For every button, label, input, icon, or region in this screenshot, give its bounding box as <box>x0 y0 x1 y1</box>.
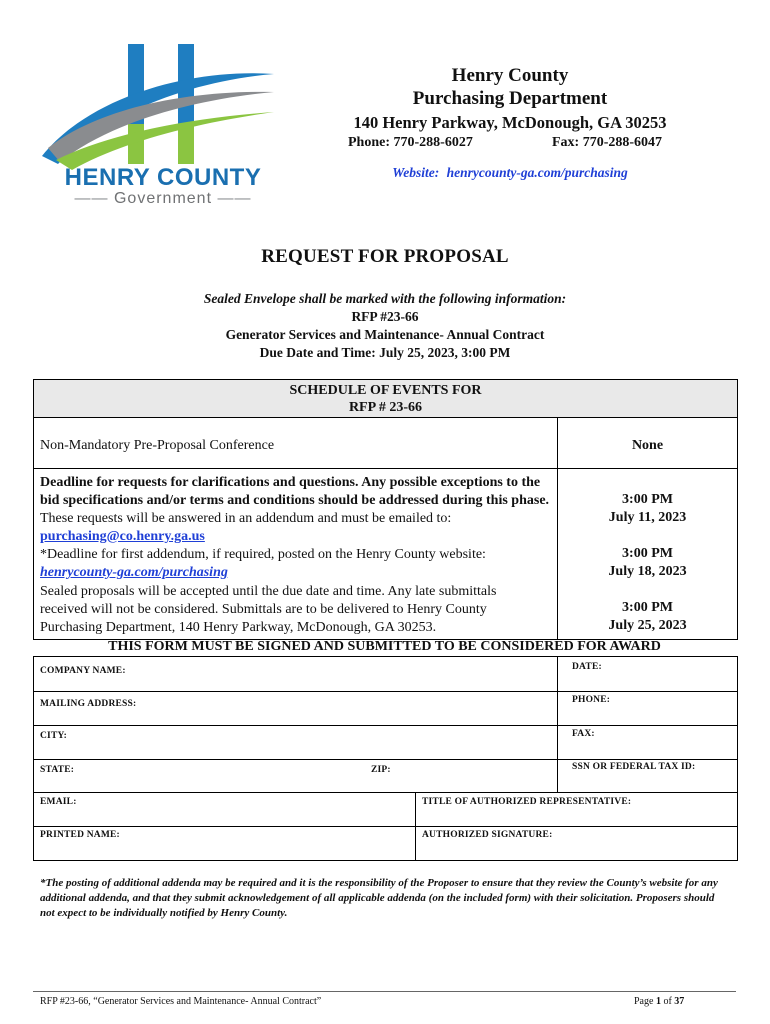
purchasing-email-link[interactable]: purchasing@co.henry.ga.us <box>40 529 205 544</box>
date-field[interactable]: DATE: <box>572 662 602 672</box>
fax-field[interactable]: FAX: <box>572 729 595 739</box>
schedule-of-events-table <box>33 379 738 640</box>
due-date-time: Due Date and Time: July 25, 2023, 3:00 PM <box>259 345 511 360</box>
schedule-header-line2: RFP # 23-66 <box>348 400 423 415</box>
footer-rfp-title: RFP #23-66, “Generator Services and Maintenance- Annual Contract” <box>40 996 322 1007</box>
website-label: Website: <box>392 165 440 180</box>
city-field[interactable]: CITY: <box>40 731 68 741</box>
website-link[interactable]: henrycounty-ga.com/purchasing <box>446 165 628 180</box>
tax-id-field[interactable]: SSN OR FEDERAL TAX ID: <box>572 762 696 772</box>
logo-name: HENRY COUNTY <box>64 164 262 191</box>
event-clarification-date: 3:00 PM July 11, 2023 <box>608 492 687 525</box>
state-field[interactable]: STATE: <box>40 765 75 775</box>
department-address: 140 Henry Parkway, McDonough, GA 30253 <box>353 113 667 132</box>
event-addendum-text: *Deadline for first addendum, if required, posted on the Henry County website: henrycounty-ga.com/purchasing <box>40 546 552 582</box>
logo-subtitle: —— Government —— <box>74 190 252 207</box>
project-title: Generator Services and Maintenance- Annual Contract <box>225 327 545 342</box>
must-sign-banner: THIS FORM MUST BE SIGNED AND SUBMITTED TO BE CONSIDERED FOR AWARD <box>108 639 661 654</box>
signature-field[interactable]: AUTHORIZED SIGNATURE: <box>422 830 553 840</box>
mailing-address-field[interactable]: MAILING ADDRESS: <box>40 699 137 709</box>
event-submission-text: Sealed proposals will be accepted until the due date and time. Any late submittals received will not be considered. Submittals are to be delivered to Henry County Purchasing Department, 140 Henry Parkway, McDonough, GA 30253. <box>40 584 497 635</box>
footer-divider <box>33 991 736 992</box>
contact-line <box>290 135 730 155</box>
website-link-2[interactable]: henrycounty-ga.com/purchasing <box>40 565 228 580</box>
document-title: REQUEST FOR PROPOSAL <box>261 246 509 267</box>
department-header <box>290 64 730 181</box>
addenda-note: *The posting of additional addenda may be required and it is the responsibility of the Proposer to ensure that they review the County’s website for any additional addenda, and that they submit acknowledgement of all applicable addenda (on the included form) with their solicitation. Proposers should not expect to be individually notified by Henry County. <box>40 877 718 919</box>
phone-number: Phone: 770-288-6027 <box>348 135 473 150</box>
department-name: Purchasing Department <box>412 88 608 109</box>
fax-number: Fax: 770-288-6047 <box>552 135 663 150</box>
sealed-envelope-info <box>0 290 770 362</box>
proposer-info-form <box>33 656 738 861</box>
schedule-header <box>34 380 737 418</box>
event-conference-label: Non-Mandatory Pre-Proposal Conference <box>40 438 275 453</box>
event-conference-value: None <box>631 438 664 453</box>
sealed-intro: Sealed Envelope shall be marked with the following information: <box>203 291 567 306</box>
event-submission-date: 3:00 PM July 25, 2023 <box>608 600 687 633</box>
henry-county-logo <box>38 38 278 210</box>
event-clarification-text: Deadline for requests for clarifications and questions. Any possible exceptions to the bid specifications and/or terms and conditions should be addressed during this phase. These requests will be answered in an addendum and must be emailed to: purchasing@co.henry.ga.us <box>40 475 550 544</box>
rfp-number: RFP #23-66 <box>351 309 419 324</box>
website-line <box>290 165 730 181</box>
company-name-field[interactable]: COMPANY NAME: <box>40 666 126 676</box>
event-addendum-date: 3:00 PM July 18, 2023 <box>608 546 687 579</box>
email-field[interactable]: EMAIL: <box>40 797 77 807</box>
zip-field[interactable]: ZIP: <box>371 765 391 775</box>
title-field[interactable]: TITLE OF AUTHORIZED REPRESENTATIVE: <box>422 797 632 807</box>
county-name: Henry County <box>451 65 569 86</box>
schedule-header-line1: SCHEDULE OF EVENTS FOR <box>289 383 482 398</box>
phone-field[interactable]: PHONE: <box>572 695 611 705</box>
printed-name-field[interactable]: PRINTED NAME: <box>40 830 120 840</box>
page-number: Page 1 of 37 <box>634 996 685 1007</box>
